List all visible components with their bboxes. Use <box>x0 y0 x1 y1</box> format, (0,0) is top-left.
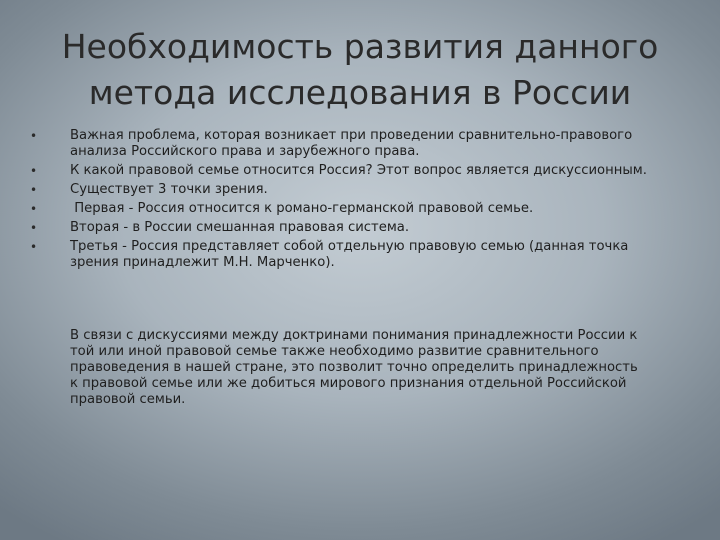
bullet-icon: • <box>30 221 38 235</box>
bullet-text: К какой правовой семье относится Россия? Этот вопрос является дискуссионным. <box>70 163 647 178</box>
bullet-item <box>30 163 650 179</box>
bullet-icon: • <box>30 129 38 143</box>
bullet-text: Важная проблема, которая возникает при проведении сравнительно-правового анализа Российского права и зарубежного права. <box>70 128 633 159</box>
slide-title <box>40 24 680 116</box>
title-line-1: Необходимость развития данного <box>61 27 659 66</box>
bullet-text: Вторая - в России смешанная правовая система. <box>70 220 410 235</box>
bullet-item <box>30 182 650 198</box>
conclusion-paragraph: В связи с дискуссиями между доктринами понимания принадлежности России к той или иной правовой семье также необходимо развитие сравнительного правоведения в нашей стране, это позволит точно определить принадлежность к правовой семье или же добиться мирового признания отдельной Российской правовой семьи. <box>70 328 638 407</box>
bullet-icon: • <box>30 202 38 216</box>
bullet-text: Третья - Россия представляет собой отдельную правовую семью (данная точка зрения принадлежит М.Н. Марченко). <box>70 239 629 270</box>
bullet-text: Существует 3 точки зрения. <box>70 182 268 197</box>
bullet-text: Первая - Россия относится к романо-германской правовой семье. <box>70 201 534 216</box>
bullet-item <box>30 239 650 271</box>
bullet-list <box>30 128 650 274</box>
bullet-icon: • <box>30 183 38 197</box>
bullet-icon: • <box>30 240 38 254</box>
bullet-icon: • <box>30 164 38 178</box>
title-line-2: метода исследования в России <box>88 73 632 112</box>
bullet-item <box>30 128 650 160</box>
bullet-item <box>30 201 650 217</box>
bullet-item <box>30 220 650 236</box>
